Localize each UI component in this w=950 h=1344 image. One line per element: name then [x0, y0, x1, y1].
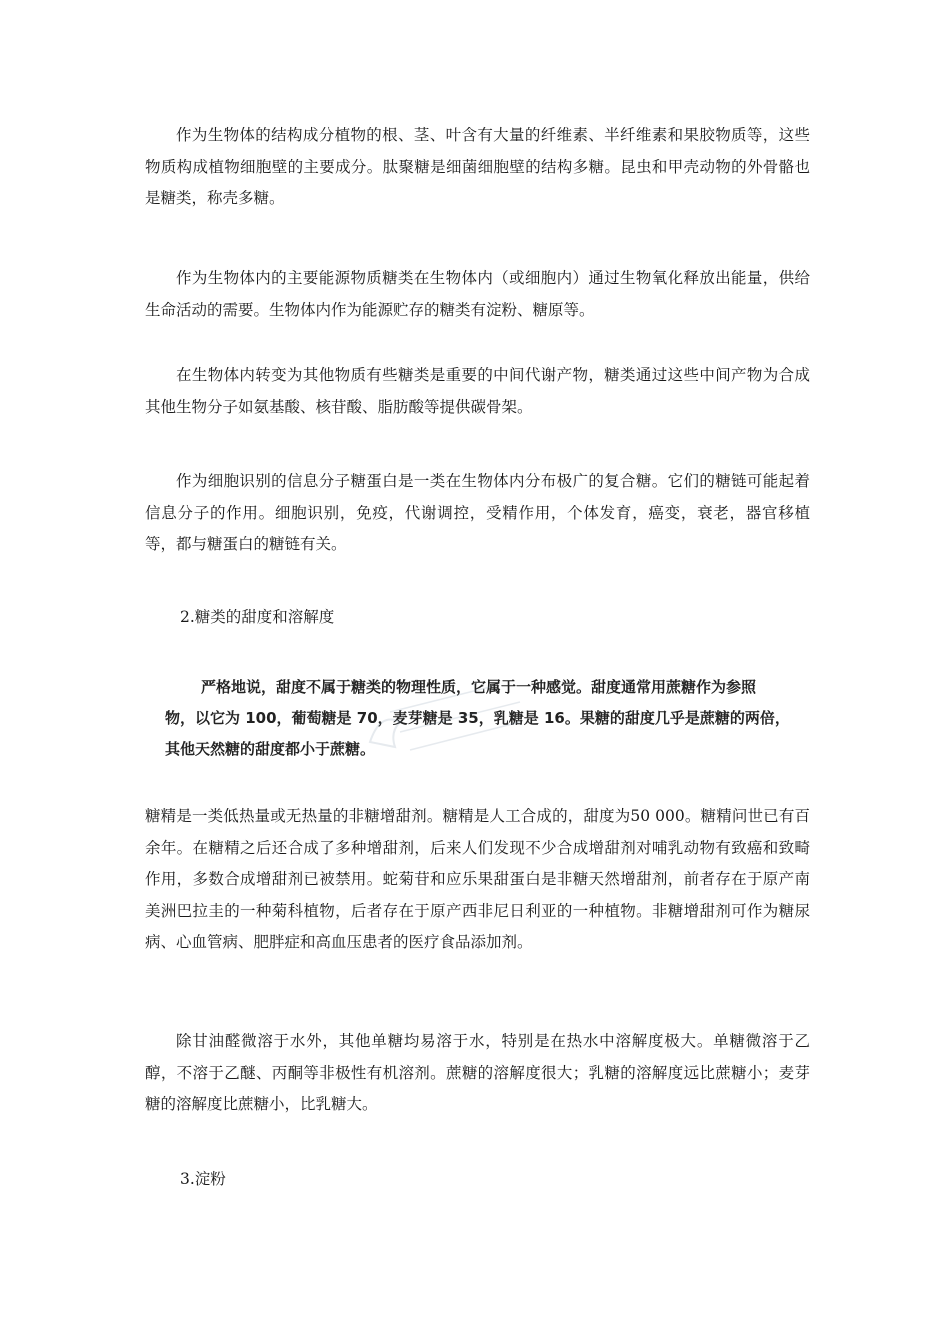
- paragraph-solubility: 除甘油醛微溶于水外，其他单糖均易溶于水，特别是在热水中溶解度极大。单糖微溶于乙醇，不溶于乙醚、丙酮等非极性有机溶剂。蔗糖的溶解度很大；乳糖的溶解度远比蔗糖小；麦芽糖的溶解度比蔗糖小，比乳糖大。: [145, 1032, 810, 1113]
- paragraph-intermediate-role: 在生物体内转变为其他物质有些糖类是重要的中间代谢产物，糖类通过这些中间产物为合成其他生物分子如氨基酸、核苷酸、脂肪酸等提供碳骨架。: [145, 366, 810, 416]
- pasted-line-2: 物，以它为 100，葡萄糖是 70，麦芽糖是 35，乳糖是 16。果糖的甜度几乎是蔗糖的两倍，: [165, 709, 790, 727]
- paragraph-energy-role: 作为生物体内的主要能源物质糖类在生物体内（或细胞内）通过生物氧化释放出能量，供给生命活动的需要。生物体内作为能源贮存的糖类有淀粉、糖原等。: [145, 269, 810, 319]
- section-heading-starch: 3.淀粉: [180, 1170, 226, 1188]
- pasted-line-3: 其他天然糖的甜度都小于蔗糖。: [165, 740, 376, 758]
- paragraph-signal-role: 作为细胞识别的信息分子糖蛋白是一类在生物体内分布极广的复合糖。它们的糖链可能起着信息分子的作用。细胞识别，免疫，代谢调控，受精作用，个体发育，癌变，衰老，器官移植等，都与糖蛋白的糖链有关。: [145, 472, 810, 553]
- pasted-line-1: 严格地说，甜度不属于糖类的物理性质，它属于一种感觉。甜度通常用蔗糖作为参照: [201, 678, 757, 696]
- paragraph-structural-role: 作为生物体的结构成分植物的根、茎、叶含有大量的纤维素、半纤维素和果胶物质等，这些物质构成植物细胞壁的主要成分。肽聚糖是细菌细胞壁的结构多糖。昆虫和甲壳动物的外骨骼也是糖类，称壳多糖。: [145, 126, 810, 207]
- paragraph-saccharin: 糖精是一类低热量或无热量的非糖增甜剂。糖精是人工合成的，甜度为50 000。糖精问世已有百余年。在糖精之后还合成了多种增甜剂，后来人们发现不少合成增甜剂对哺乳动物有致癌和致畸作用，多数合成增甜剂已被禁用。蛇菊苷和应乐果甜蛋白是非糖天然增甜剂，前者存在于原产南美洲巴拉圭的一种菊科植物，后者存在于原产西非尼日利亚的一种植物。非糖增甜剂可作为糖尿病、心血管病、肥胖症和高血压患者的医疗食品添加剂。: [145, 807, 810, 951]
- pasted-image-text-block: [165, 672, 805, 765]
- section-heading-sweetness: 2.糖类的甜度和溶解度: [180, 608, 335, 626]
